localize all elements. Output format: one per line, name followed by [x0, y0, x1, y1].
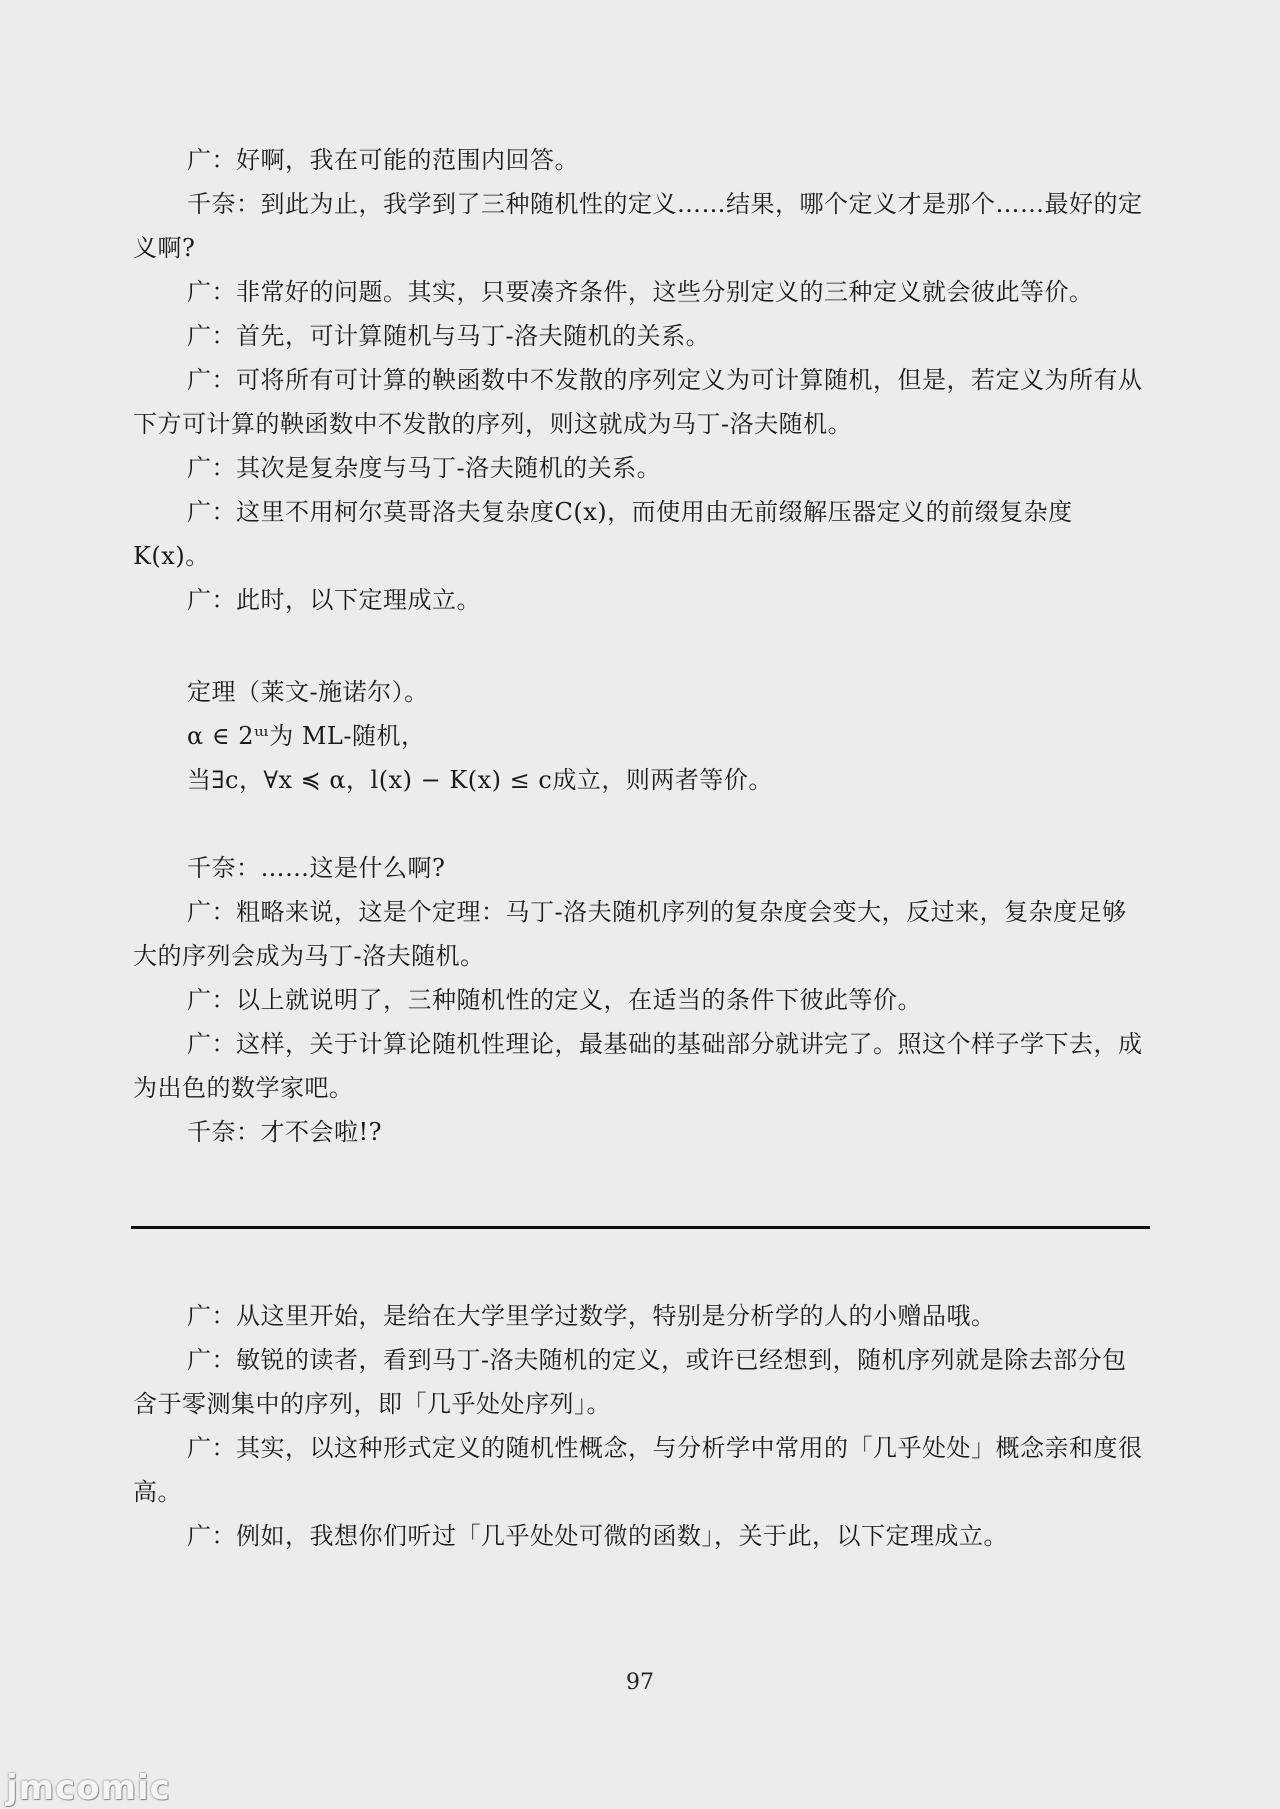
paragraph: 广：其次是复杂度与马丁-洛夫随机的关系。: [187, 454, 662, 482]
section-dialogue-2: [133, 846, 1149, 1154]
theorem-title: 定理（莱文-施诺尔）。: [187, 678, 429, 706]
paragraph: 广：非常好的问题。其实，只要凑齐条件，这些分别定义的三种定义就会彼此等价。: [187, 278, 1094, 306]
paragraph: 广：例如，我想你们听过「几乎处处可微的函数」，关于此，以下定理成立。: [187, 1522, 1008, 1550]
paragraph: 广：此时，以下定理成立。: [187, 586, 481, 614]
paragraph: 广：粗略来说，这是个定理：马丁-洛夫随机序列的复杂度会变大，反过来，复杂度足够大的序列会成为马丁-洛夫随机。: [133, 898, 1127, 970]
section-appendix: [133, 1294, 1149, 1558]
theorem-block: [133, 670, 1149, 802]
paragraph: 广：从这里开始，是给在大学里学过数学，特别是分析学的人的小赠品哦。: [187, 1302, 996, 1330]
theorem-line: 当∃c，∀x ≼ α，l(x) − K(x) ≤ c成立，则两者等价。: [187, 766, 773, 794]
paragraph: 广：其实，以这种形式定义的随机性概念，与分析学中常用的「几乎处处」概念亲和度很高。: [133, 1434, 1143, 1506]
paragraph: 千奈：……这是什么啊?: [187, 854, 446, 882]
page-number: 97: [626, 1670, 654, 1695]
paragraph: 广：这里不用柯尔莫哥洛夫复杂度C(x)，而使用由无前缀解压器定义的前缀复杂度K(x)。: [133, 498, 1073, 570]
paragraph: 广：敏锐的读者，看到马丁-洛夫随机的定义，或许已经想到，随机序列就是除去部分包含于零测集中的序列，即「几乎处处序列」。: [133, 1346, 1127, 1418]
paragraph: 广：好啊，我在可能的范围内回答。: [187, 146, 579, 174]
paragraph: 广：可将所有可计算的鞅函数中不发散的序列定义为可计算随机，但是，若定义为所有从下方可计算的鞅函数中不发散的序列，则这就成为马丁-洛夫随机。: [133, 366, 1143, 438]
paragraph: 千奈：才不会啦!?: [187, 1118, 383, 1146]
theorem-line: α ∈ 2ᵚ为 ML-随机，: [187, 722, 426, 750]
paragraph: 广：这样，关于计算论随机性理论，最基础的基础部分就讲完了。照这个样子学下去，成为出色的数学家吧。: [133, 1030, 1143, 1102]
paragraph: 广：首先，可计算随机与马丁-洛夫随机的关系。: [187, 322, 711, 350]
section-dialogue-1: [133, 138, 1149, 622]
paragraph: 千奈：到此为止，我学到了三种随机性的定义……结果，哪个定义才是那个……最好的定义啊?: [133, 190, 1143, 262]
watermark-logo: jmcomic: [6, 1768, 171, 1808]
section-divider: [131, 1226, 1150, 1229]
paragraph: 广：以上就说明了，三种随机性的定义，在适当的条件下彼此等价。: [187, 986, 922, 1014]
